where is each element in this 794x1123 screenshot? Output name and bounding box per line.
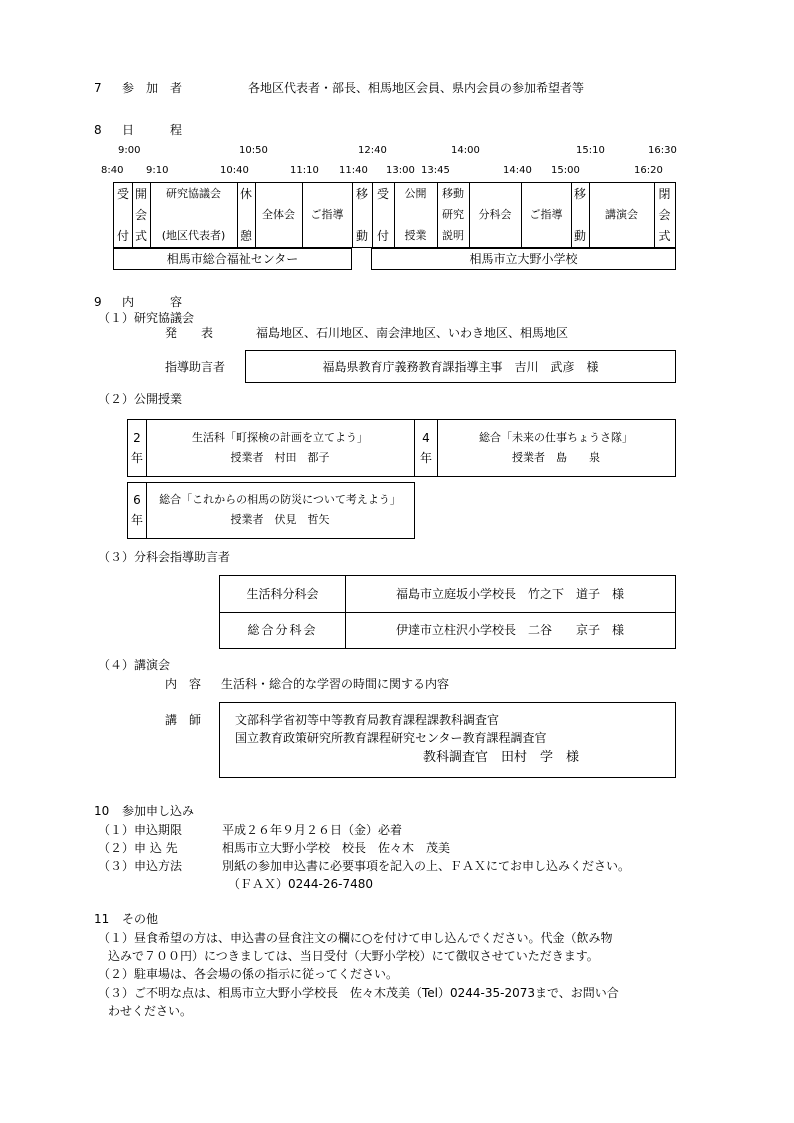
subsection-title: （１）研究協議会: [98, 311, 195, 325]
lesson-grade: 年: [130, 513, 143, 527]
schedule-cell-closing: 閉: [658, 187, 671, 201]
subcommittee-advisor: 伊達市立柱沢小学校長 二谷 京子 様: [395, 623, 624, 637]
subsection-title: （２）公開授業: [98, 392, 183, 406]
section-8-label: 日 程: [122, 123, 183, 137]
application-key: （１）申込期限: [98, 823, 183, 837]
subcommittee-table: [219, 575, 676, 649]
lesson-grade: 2: [133, 431, 141, 445]
schedule-cell-reception: 付: [376, 229, 389, 243]
lesson-subject: 生活科「町探検の計画を立てよう」: [192, 431, 368, 444]
schedule-cell-conference: (地区代表者): [161, 229, 226, 242]
time-label: 11:10: [290, 165, 319, 176]
subcommittee-name: 総合分科会: [247, 623, 318, 637]
application-value: 平成２６年９月２６日（金）必着: [222, 823, 403, 837]
time-label: 11:40: [339, 165, 368, 176]
section-8-number: 8: [94, 123, 102, 137]
lecturer-line: 国立教育政策研究所教育課程研究センター教育課程調査官: [235, 731, 547, 745]
subsection-title: （３）分科会指導助言者: [98, 550, 231, 564]
notes-line: （２）駐車場は、各会場の係の指示に従ってください。: [98, 967, 399, 981]
venue-1: 相馬市総合福祉センター: [166, 252, 299, 266]
time-label: 9:10: [146, 165, 169, 176]
schedule-cell-reception: 付: [116, 229, 129, 243]
schedule-cell-move-research: 説明: [442, 229, 464, 242]
lesson-teacher: 授業者 島 泉: [512, 451, 600, 464]
section-9-label: 内 容: [122, 295, 183, 309]
schedule-cell-subcommittee: 分科会: [478, 208, 512, 221]
subcommittee-name: 生活科分科会: [246, 587, 319, 601]
application-key: （３）申込方法: [98, 859, 183, 873]
lecture-content-value: 生活科・総合的な学習の時間に関する内容: [221, 677, 450, 691]
section-7-value: 各地区代表者・部長、相馬地区会員、県内会員の参加希望者等: [248, 81, 585, 95]
lesson-box: [127, 419, 415, 477]
lesson-grade: 年: [419, 451, 432, 465]
time-label: 10:50: [239, 145, 268, 156]
time-label: 9:00: [118, 145, 141, 156]
schedule-cell-move-research: 移動: [442, 187, 464, 200]
section-7-number: 7: [94, 81, 102, 95]
schedule-cell-move-research: 研究: [442, 208, 464, 221]
schedule-cell-break: 憩: [239, 229, 252, 243]
subsection-title: （４）講演会: [98, 658, 171, 672]
section-7-label: 参 加 者: [122, 81, 183, 95]
presentation-value: 福島地区、石川地区、南会津地区、いわき地区、相馬地区: [256, 326, 569, 340]
time-label: 14:40: [503, 165, 532, 176]
lecturer-box: [219, 702, 676, 778]
lesson-box: [414, 419, 676, 477]
lecturer-label: 講 師: [165, 713, 202, 727]
application-key: （２）申 込 先: [98, 841, 178, 855]
time-label: 12:40: [358, 145, 387, 156]
notes-line: 込みで７００円）につきましては、当日受付（大野小学校）にて徴収させていただきます。: [108, 949, 599, 963]
lesson-box: [127, 482, 415, 539]
notes-line: （３）ご不明な点は、相馬市立大野小学校長 佐々木茂美（Tel）0244-35-2073まで、お問い合: [98, 986, 619, 1000]
lesson-teacher: 授業者 伏見 哲矢: [230, 513, 330, 526]
section-9-number: 9: [94, 295, 102, 309]
section-11-label: その他: [122, 912, 159, 926]
section-11-number: 11: [94, 912, 110, 926]
schedule-cell-move: 動: [355, 229, 368, 243]
lecturer-line: 文部科学省初等中等教育局教育課程課教科調査官: [235, 713, 500, 727]
lesson-grade: 4: [422, 431, 430, 445]
time-label: 16:30: [648, 145, 677, 156]
schedule-cell-move: 動: [573, 229, 586, 243]
venue-2: 相馬市立大野小学校: [469, 252, 578, 266]
schedule-cell-conference: 研究協議会: [166, 187, 221, 200]
lesson-grade: 6: [133, 493, 141, 507]
notes-line: （１）昼食希望の方は、申込書の昼食注文の欄に○を付けて申し込んでください。代金（飲み物: [98, 931, 613, 945]
lesson-subject: 総合「これからの相馬の防災について考えよう」: [159, 493, 401, 506]
venue-1-box: [113, 248, 352, 270]
advisor-value: 福島県教育庁義務教育課指導主事 吉川 武彦 様: [322, 360, 599, 374]
time-label: 15:00: [551, 165, 580, 176]
lecture-content-label: 内 容: [165, 677, 202, 691]
time-label: 13:45: [421, 165, 450, 176]
advisor-label: 指導助言者: [165, 360, 226, 374]
time-label: 16:20: [634, 165, 663, 176]
schedule-cell-opening: 式: [134, 229, 147, 243]
schedule-cell-closing: 会: [658, 208, 671, 222]
time-label: 10:40: [220, 165, 249, 176]
subcommittee-advisor: 福島市立庭坂小学校長 竹之下 道子 様: [395, 587, 624, 601]
lesson-grade: 年: [130, 451, 143, 465]
venue-2-box: [371, 248, 676, 270]
schedule-cell-closing: 式: [658, 229, 671, 243]
schedule-cell-open-class: 公開: [404, 187, 427, 200]
schedule-cell-opening: 会: [134, 208, 147, 222]
schedule-cell-break: 休: [239, 187, 252, 201]
schedule-grid: [113, 182, 676, 248]
advisor-box: [245, 350, 676, 383]
schedule-cell-move: 移: [573, 187, 586, 201]
lesson-teacher: 授業者 村田 都子: [230, 451, 330, 464]
time-label: 14:00: [451, 145, 480, 156]
schedule-cell-move: 移: [355, 187, 368, 201]
schedule-cell-guidance: ご指導: [529, 208, 563, 221]
time-label: 15:10: [576, 145, 605, 156]
notes-line: わせください。: [108, 1004, 193, 1018]
lesson-subject: 総合「未来の仕事ちょうさ隊」: [479, 431, 633, 444]
schedule-cell-opening: 開: [134, 187, 147, 201]
schedule-cell-reception: 受: [376, 187, 389, 201]
time-label: 8:40: [101, 165, 124, 176]
time-label: 13:00: [386, 165, 415, 176]
application-value: 別紙の参加申込書に必要事項を記入の上、ＦＡＸにてお申し込みください。: [222, 859, 631, 873]
schedule-cell-lecture: 講演会: [605, 208, 638, 221]
fax-number: （ＦＡＸ）0244-26-7480: [228, 877, 374, 891]
lecturer-line: 教科調査官 田村 学 様: [423, 750, 580, 765]
section-10-label: 参加申し込み: [122, 804, 195, 818]
presentation-label: 発 表: [165, 326, 214, 340]
application-value: 相馬市立大野小学校 校長 佐々木 茂美: [222, 841, 451, 855]
schedule-cell-plenary: 全体会: [262, 208, 295, 221]
schedule-cell-open-class: 授業: [404, 229, 427, 242]
schedule-cell-guidance: ご指導: [310, 208, 344, 221]
section-10-number: 10: [94, 804, 110, 818]
schedule-cell-reception: 受: [116, 187, 129, 201]
